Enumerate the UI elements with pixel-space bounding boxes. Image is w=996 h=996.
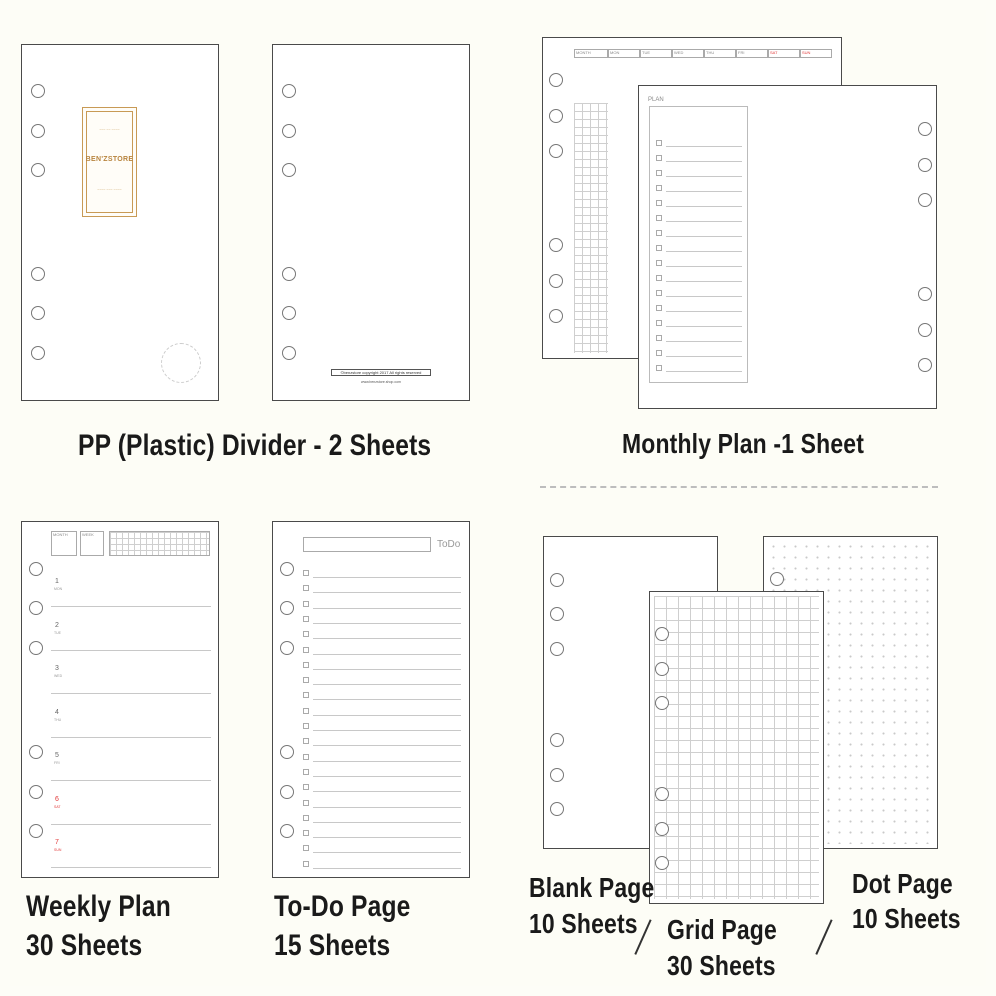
checkbox xyxy=(303,784,309,790)
weekly-week-box: WEEK xyxy=(80,531,104,556)
binder-hole xyxy=(918,193,932,207)
binder-hole xyxy=(918,358,932,372)
todo-line xyxy=(313,699,461,700)
todo-line xyxy=(313,669,461,670)
binder-hole xyxy=(29,745,43,759)
day-divider-line xyxy=(51,606,211,607)
section-divider xyxy=(540,486,938,488)
checkbox xyxy=(303,723,309,729)
todo-line xyxy=(313,592,461,593)
caption-monthly-plan: Monthly Plan -1 Sheet xyxy=(622,428,865,459)
binder-hole xyxy=(549,109,563,123)
binder-hole xyxy=(280,745,294,759)
binder-hole xyxy=(918,323,932,337)
checkbox xyxy=(303,631,309,637)
plan-line xyxy=(666,311,742,312)
logo-subline: ~~~~ ~~~ ~~~~ xyxy=(97,188,122,192)
todo-line xyxy=(313,822,461,823)
plan-line xyxy=(666,176,742,177)
logo-tagline: ~~~ ~~ ~~~~ xyxy=(99,128,120,132)
binder-hole xyxy=(282,306,296,320)
caption-blank-line2: 10 Sheets xyxy=(529,908,638,939)
day-divider-line xyxy=(51,737,211,738)
caption-weekly-line2: 30 Sheets xyxy=(26,929,143,962)
day-divider-line xyxy=(51,693,211,694)
plan-line xyxy=(666,296,742,297)
checkbox xyxy=(656,185,662,191)
todo-line xyxy=(313,577,461,578)
todo-line xyxy=(313,852,461,853)
binder-hole xyxy=(655,662,669,676)
binder-hole xyxy=(550,607,564,621)
todo-line xyxy=(313,654,461,655)
binder-hole xyxy=(918,158,932,172)
benzstore-logo xyxy=(82,107,137,217)
binder-hole xyxy=(31,267,45,281)
day-number: 3 xyxy=(55,665,59,672)
plan-line xyxy=(666,221,742,222)
todo-title-box xyxy=(303,537,431,552)
checkbox xyxy=(303,830,309,836)
binder-hole xyxy=(918,122,932,136)
checkbox xyxy=(303,738,309,744)
checkbox xyxy=(303,708,309,714)
todo-line xyxy=(313,623,461,624)
day-name: TUE xyxy=(54,630,61,635)
binder-hole xyxy=(282,267,296,281)
todo-line xyxy=(313,730,461,731)
binder-hole xyxy=(550,768,564,782)
copyright-notice: ©benzstore copyright 2017 All rights reserved xyxy=(331,369,431,376)
day-number: 1 xyxy=(55,578,59,585)
binder-hole xyxy=(31,163,45,177)
plan-line xyxy=(666,206,742,207)
monthly-grid-column xyxy=(574,103,608,353)
checkbox xyxy=(303,585,309,591)
binder-hole xyxy=(29,601,43,615)
checkbox xyxy=(303,662,309,668)
todo-line xyxy=(313,791,461,792)
binder-hole xyxy=(29,641,43,655)
caption-dot-line2: 10 Sheets xyxy=(852,903,961,934)
binder-hole xyxy=(549,309,563,323)
todo-line xyxy=(313,868,461,869)
binder-hole xyxy=(655,787,669,801)
grid-pattern xyxy=(654,596,819,899)
checkbox xyxy=(303,601,309,607)
plan-line xyxy=(666,356,742,357)
checkbox xyxy=(656,290,662,296)
checkbox xyxy=(303,647,309,653)
caption-dot-line1: Dot Page xyxy=(852,868,953,899)
checkbox xyxy=(656,230,662,236)
binder-hole xyxy=(282,346,296,360)
day-name: SAT xyxy=(54,804,61,809)
binder-hole xyxy=(655,822,669,836)
todo-line xyxy=(313,761,461,762)
checkbox xyxy=(656,200,662,206)
checkbox xyxy=(656,155,662,161)
checkbox xyxy=(656,245,662,251)
binder-hole xyxy=(655,627,669,641)
binder-hole xyxy=(280,601,294,615)
checkbox xyxy=(656,305,662,311)
binder-hole xyxy=(29,824,43,838)
checkbox xyxy=(303,692,309,698)
day-name: SUN xyxy=(54,848,62,852)
day-name: THU xyxy=(54,717,62,722)
plan-line xyxy=(666,266,742,267)
binder-hole xyxy=(550,573,564,587)
weekly-plan-sheet xyxy=(21,521,219,878)
day-header: TUE xyxy=(640,49,672,58)
copyright-url: www.benzstore.shop.com xyxy=(361,380,401,384)
monthly-plan-sheet xyxy=(638,85,937,409)
checkbox xyxy=(303,769,309,775)
pp-divider-sheet-back xyxy=(272,44,470,401)
binder-hole xyxy=(282,124,296,138)
todo-title: ToDo xyxy=(437,539,461,550)
day-header: FRI xyxy=(736,49,768,58)
day-divider-line xyxy=(51,867,211,868)
day-header: WED xyxy=(672,49,704,58)
plan-line xyxy=(666,341,742,342)
checkbox xyxy=(303,800,309,806)
day-header-sun: SUN xyxy=(800,49,832,58)
caption-grid-line2: 30 Sheets xyxy=(667,950,776,981)
day-number: 4 xyxy=(55,708,59,716)
plan-line xyxy=(666,281,742,282)
day-number: 5 xyxy=(55,752,59,759)
logo-brand-text: BEN'ZSTORE xyxy=(85,156,134,163)
checkbox xyxy=(303,570,309,576)
caption-blank-line1: Blank Page xyxy=(529,872,655,903)
todo-line xyxy=(313,745,461,746)
checkbox xyxy=(656,215,662,221)
binder-hole xyxy=(280,641,294,655)
binder-hole xyxy=(31,306,45,320)
checkbox xyxy=(303,845,309,851)
seal-stamp xyxy=(161,343,201,383)
plan-line xyxy=(666,251,742,252)
binder-hole xyxy=(655,696,669,710)
binder-hole xyxy=(280,562,294,576)
day-divider-line xyxy=(51,824,211,825)
todo-line xyxy=(313,608,461,609)
checkbox xyxy=(656,260,662,266)
checkbox xyxy=(303,677,309,683)
day-name: FRI xyxy=(54,761,60,765)
todo-line xyxy=(313,807,461,808)
binder-hole xyxy=(282,163,296,177)
binder-hole xyxy=(918,287,932,301)
todo-sheet xyxy=(272,521,470,878)
binder-hole xyxy=(31,346,45,360)
checkbox xyxy=(656,320,662,326)
binder-hole xyxy=(29,785,43,799)
binder-hole xyxy=(282,84,296,98)
caption-grid-line1: Grid Page xyxy=(667,914,777,945)
checkbox xyxy=(656,140,662,146)
plan-line xyxy=(666,146,742,147)
day-header-sat: SAT xyxy=(768,49,800,58)
checkbox xyxy=(303,861,309,867)
todo-line xyxy=(313,638,461,639)
month-header: MONTH xyxy=(574,49,608,58)
weekly-month-box: MONTH xyxy=(51,531,77,556)
todo-line xyxy=(313,837,461,838)
day-header: MON xyxy=(608,49,640,58)
checkbox xyxy=(303,616,309,622)
day-number: 6 xyxy=(55,795,59,803)
checkbox xyxy=(656,365,662,371)
day-divider-line xyxy=(51,650,211,651)
caption-todo-line1: To-Do Page xyxy=(274,890,411,923)
plan-label: PLAN xyxy=(648,97,664,103)
day-header: THU xyxy=(704,49,736,58)
checkbox xyxy=(656,335,662,341)
binder-hole xyxy=(549,73,563,87)
checkbox xyxy=(656,170,662,176)
plan-line xyxy=(666,161,742,162)
day-divider-line xyxy=(51,780,211,781)
plan-line xyxy=(666,326,742,327)
caption-pp-divider: PP (Plastic) Divider - 2 Sheets xyxy=(78,429,432,462)
checkbox xyxy=(303,815,309,821)
binder-hole xyxy=(550,802,564,816)
checkbox xyxy=(656,275,662,281)
binder-hole xyxy=(31,84,45,98)
plan-line xyxy=(666,371,742,372)
caption-todo-line2: 15 Sheets xyxy=(274,929,391,962)
day-name: WED xyxy=(54,674,63,678)
caption-weekly-line1: Weekly Plan xyxy=(26,890,171,923)
binder-hole xyxy=(280,824,294,838)
binder-hole xyxy=(549,238,563,252)
day-number: 7 xyxy=(55,839,59,846)
plan-line xyxy=(666,191,742,192)
day-name: MON xyxy=(54,587,63,591)
todo-line xyxy=(313,715,461,716)
plan-line xyxy=(666,236,742,237)
binder-hole xyxy=(550,733,564,747)
binder-hole xyxy=(549,274,563,288)
binder-hole xyxy=(31,124,45,138)
binder-hole xyxy=(280,785,294,799)
binder-hole xyxy=(29,562,43,576)
weekly-header-grid xyxy=(109,531,210,556)
todo-line xyxy=(313,684,461,685)
day-number: 2 xyxy=(55,621,59,629)
checkbox xyxy=(303,754,309,760)
checkbox xyxy=(656,350,662,356)
grid-page-sheet xyxy=(649,591,824,904)
todo-line xyxy=(313,776,461,777)
binder-hole xyxy=(770,572,784,586)
binder-hole xyxy=(655,856,669,870)
binder-hole xyxy=(550,642,564,656)
binder-hole xyxy=(549,144,563,158)
